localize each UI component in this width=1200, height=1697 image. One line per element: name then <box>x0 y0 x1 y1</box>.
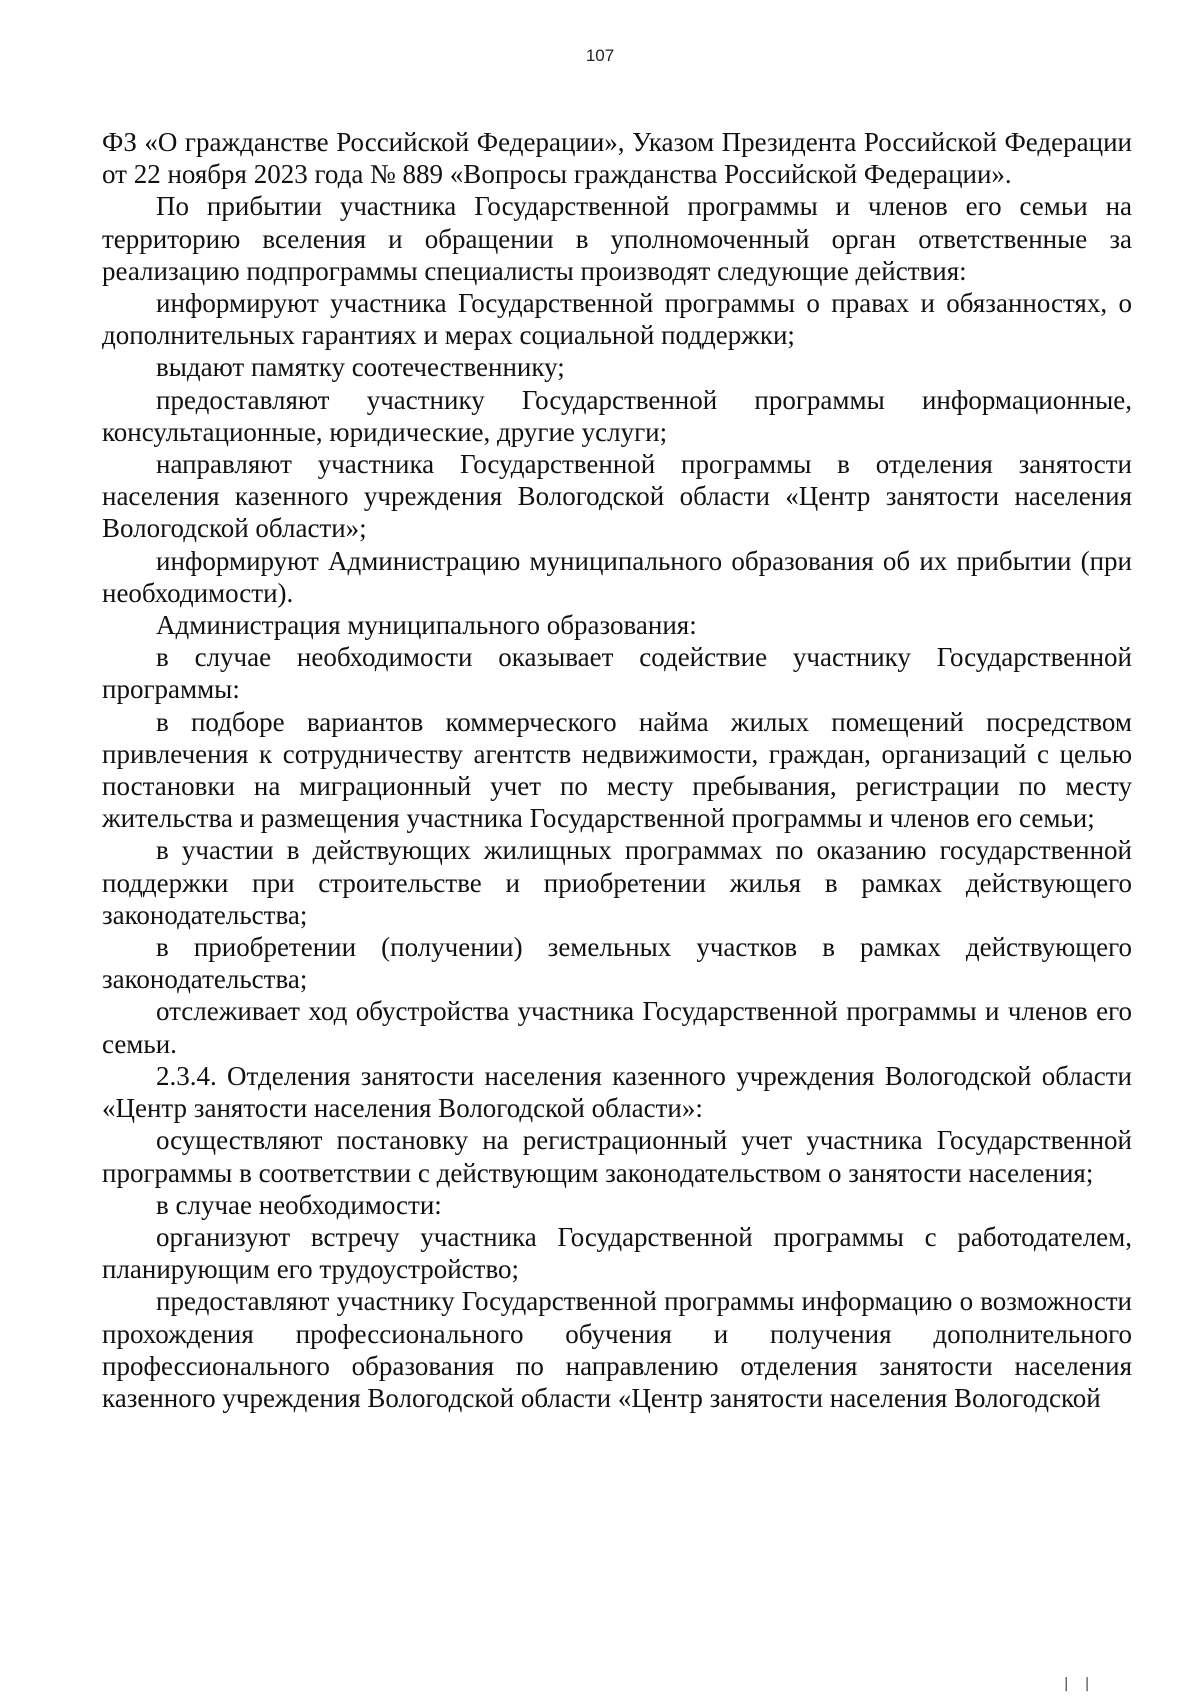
section-heading-2-3-4: 2.3.4. Отделения занятости населения казенного учреждения Вологодской области «Центр занятости населения Вологодской области»: <box>102 1060 1132 1124</box>
paragraph: в подборе вариантов коммерческого найма жилых помещений посредством привлечения к сотрудничеству агентств недвижимости, граждан, организаций с целью постановки на миграционный учет по месту пребывания, регистрации по месту жительства и размещения участника Государственной программы и членов его семьи; <box>102 706 1132 834</box>
paragraph: осуществляют постановку на регистрационный учет участника Государственной программы в соответствии с действующим законодательством о занятости населения; <box>102 1125 1132 1188</box>
paragraph: По прибытии участника Государственной программы и членов его семьи на территорию вселения и обращении в уполномоченный орган ответственные за реализацию подпрограммы специалисты производят следующие действия: <box>102 191 1132 286</box>
paragraph: в случае необходимости: <box>156 1189 442 1220</box>
paragraph: информируют участника Государственной программы о правах и обязанностях, о дополнительных гарантиях и мерах социальной поддержки; <box>102 288 1132 351</box>
scan-corner-mark: | | <box>1062 1676 1094 1692</box>
paragraph: в случае необходимости оказывает содействие участнику Государственной программы: <box>102 642 1132 705</box>
document-body <box>102 126 1132 1414</box>
paragraph: организуют встречу участника Государственной программы с работодателем, планирующим его трудоустройство; <box>102 1221 1132 1285</box>
paragraph: в приобретении (получении) земельных участков в рамках действующего законодательства; <box>102 932 1132 995</box>
paragraph: отслеживает ход обустройства участника Государственной программы и членов его семьи. <box>102 996 1132 1059</box>
page-number: 107 <box>585 46 615 65</box>
paragraph: выдают памятку соотечественнику; <box>156 352 565 383</box>
paragraph: предоставляют участнику Государственной программы информацию о возможности прохождения профессионального обучения и получения дополнительного профессионального образования по направлению отделения занятости населения казенного учреждения Вологодской области «Центр занятости населения Вологодской <box>102 1286 1132 1413</box>
paragraph: в участии в действующих жилищных программах по оказанию государственной поддержки при строительстве и приобретении жилья в рамках действующего законодательства; <box>102 835 1132 930</box>
paragraph: предоставляют участнику Государственной программы информационные, консультационные, юридические, другие услуги; <box>102 384 1132 447</box>
paragraph: Администрация муниципального образования: <box>156 610 697 641</box>
paragraph: ФЗ «О гражданстве Российской Федерации», Указом Президента Российской Федерации от 22 ноября 2023 года № 889 «Вопросы гражданства Российской Федерации». <box>102 127 1132 190</box>
paragraph: информируют Администрацию муниципального образования об их прибытии (при необходимости). <box>102 545 1132 608</box>
paragraph: направляют участника Государственной программы в отделения занятости населения казенного учреждения Вологодской области «Центр занятости населения Вологодской области»; <box>102 449 1132 544</box>
